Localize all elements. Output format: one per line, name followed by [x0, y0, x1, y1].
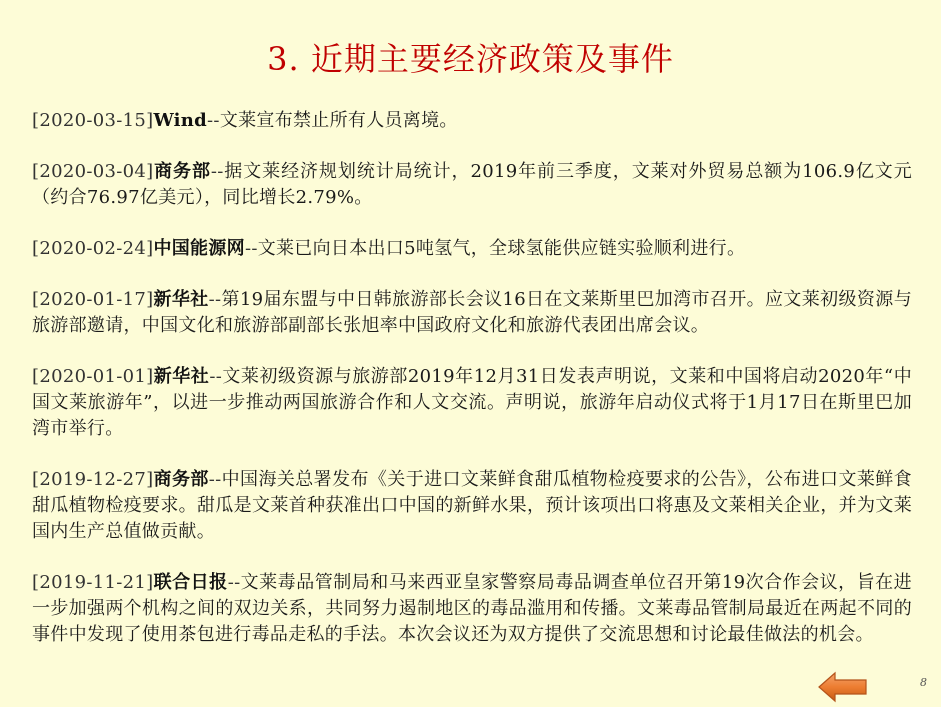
news-date: [2020-03-04]	[32, 161, 154, 182]
page-number: 8	[920, 676, 927, 689]
news-separator: --	[210, 161, 224, 182]
news-text: 文莱宣布禁止所有人员离境。	[219, 110, 458, 131]
news-item	[32, 236, 912, 262]
news-item	[32, 159, 912, 211]
news-date: [2019-12-27]	[32, 469, 154, 490]
news-item	[32, 364, 912, 442]
news-item	[32, 570, 912, 648]
news-source: 中国能源网	[153, 238, 245, 259]
page-title: 3. 近期主要经济政策及事件	[267, 40, 674, 78]
news-item	[32, 287, 912, 339]
news-source: Wind	[153, 110, 208, 131]
news-text: 文莱毒品管制局和马来西亚皇家警察局毒品调查单位召开第19次合作会议，旨在进一步加强两个机构之间的双边关系，共同努力遏制地区的毒品滥用和传播。文莱毒品管制局最近在两起不同的事件中发现了使用茶包进行毒品走私的手法。本次会议还为双方提供了交流思想和讨论最佳做法的机会。	[32, 572, 912, 645]
news-source: 商务部	[153, 161, 211, 182]
news-source: 联合日报	[153, 572, 228, 593]
news-text: 据文莱经济规划统计局统计，2019年前三季度，文莱对外贸易总额为106.9亿文元（约合76.97亿美元），同比增长2.79%。	[32, 161, 912, 208]
news-date: [2020-01-01]	[32, 366, 154, 387]
news-text: 文莱已向日本出口5吨氢气，全球氢能供应链实验顺利进行。	[257, 238, 746, 259]
left-arrow-icon	[818, 671, 868, 703]
news-text: 中国海关总署发布《关于进口文莱鲜食甜瓜植物检疫要求的公告》，公布进口文莱鲜食甜瓜植物检疫要求。甜瓜是文莱首种获准出口中国的新鲜水果，预计该项出口将惠及文莱相关企业，并为文莱国内生产总值做贡献。	[32, 469, 912, 542]
news-source: 商务部	[153, 469, 209, 490]
news-separator: --	[209, 366, 223, 387]
news-source: 新华社	[153, 289, 209, 310]
news-date: [2020-02-24]	[32, 238, 154, 259]
news-separator: --	[208, 289, 222, 310]
back-button[interactable]	[818, 671, 868, 703]
news-separator: --	[207, 110, 220, 131]
news-date: [2020-01-17]	[32, 289, 154, 310]
news-separator: --	[227, 572, 241, 593]
news-text: 第19届东盟与中日韩旅游部长会议16日在文莱斯里巴加湾市召开。应文莱初级资源与旅游部邀请，中国文化和旅游部副部长张旭率中国政府文化和旅游代表团出席会议。	[32, 289, 912, 336]
news-date: [2020-03-15]	[32, 110, 154, 131]
news-list	[32, 108, 912, 673]
news-separator: --	[244, 238, 258, 259]
news-text: 文莱初级资源与旅游部2019年12月31日发表声明说，文莱和中国将启动2020年“中国文莱旅游年”，以进一步推动两国旅游合作和人文交流。声明说，旅游年启动仪式将于1月17日在斯里巴加湾市举行。	[32, 366, 912, 439]
news-date: [2019-11-21]	[32, 572, 154, 593]
news-separator: --	[208, 469, 222, 490]
news-item	[32, 108, 912, 134]
news-source: 新华社	[153, 366, 210, 387]
news-item	[32, 467, 912, 545]
